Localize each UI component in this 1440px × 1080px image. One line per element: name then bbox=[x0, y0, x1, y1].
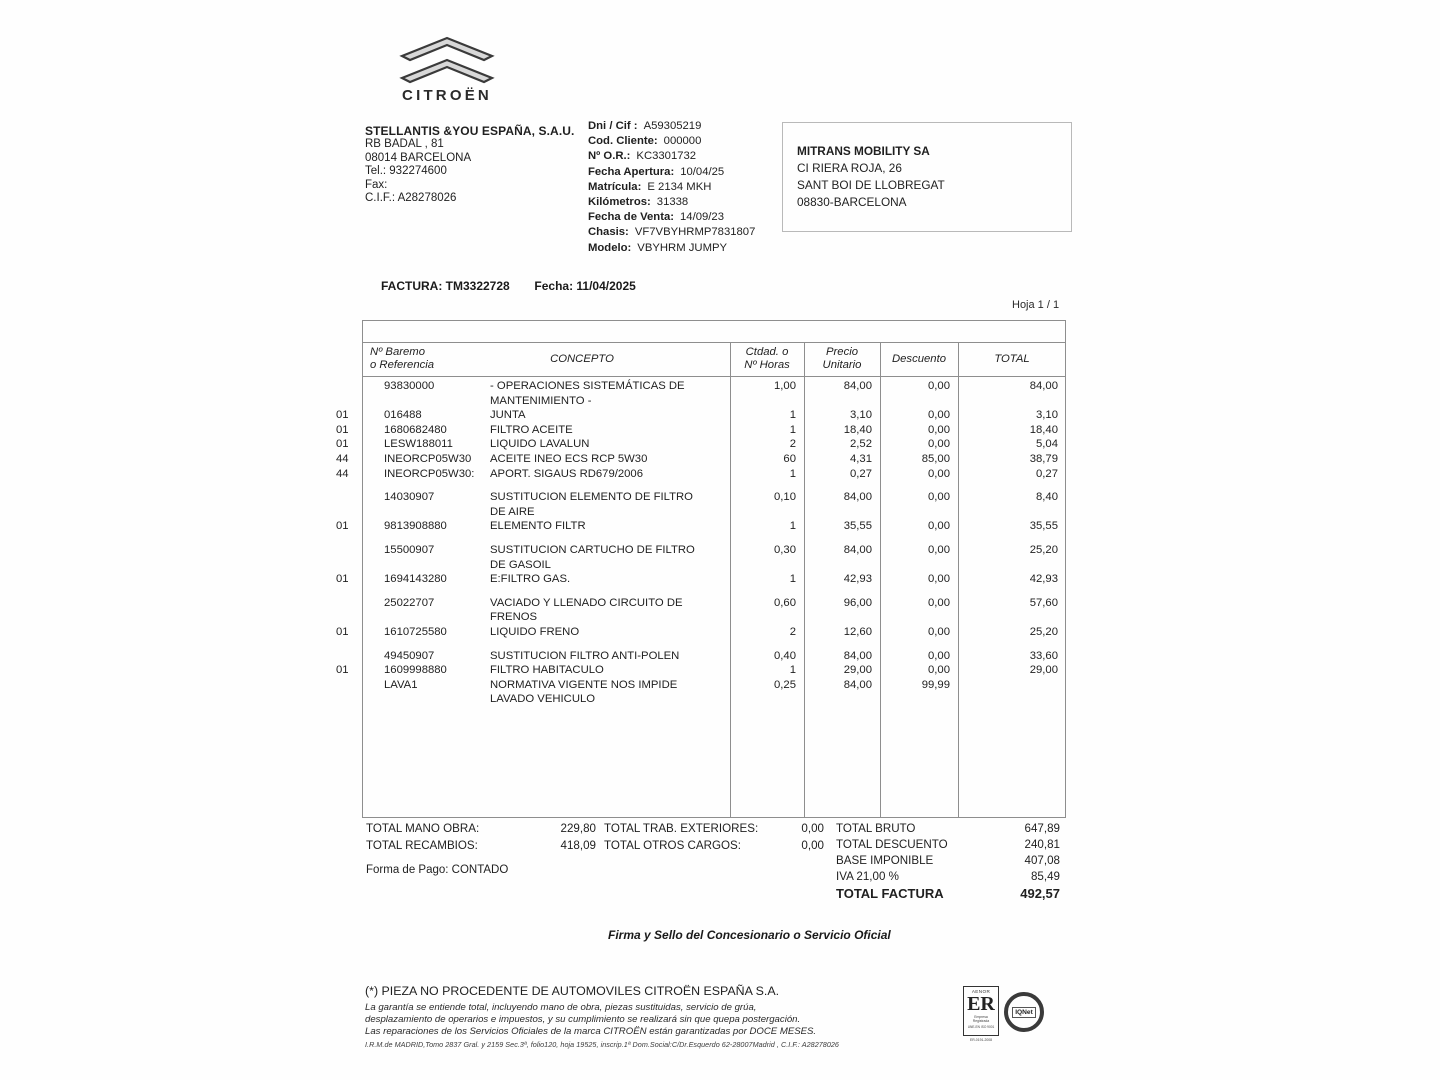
summary-label-1: TOTAL DESCUENTO bbox=[836, 838, 948, 851]
aenor-er-text: ER bbox=[967, 993, 995, 1015]
dealer-city: 08014 BARCELONA bbox=[365, 151, 472, 164]
table-row-spacer bbox=[362, 482, 1066, 491]
table-row bbox=[362, 650, 1066, 665]
cell-ref: 9813908880 bbox=[384, 520, 447, 533]
order-field-7 bbox=[588, 225, 755, 240]
cell-total: 35,55 bbox=[1029, 520, 1058, 533]
table-row bbox=[362, 491, 1066, 506]
table-row bbox=[362, 611, 1066, 626]
table-row bbox=[336, 573, 1066, 588]
table-rule-top bbox=[362, 342, 1066, 343]
cell-concepto: JUNTA bbox=[490, 409, 526, 422]
cell-ref: 1680682480 bbox=[384, 423, 447, 436]
cell-concepto: VACIADO Y LLENADO CIRCUITO DE bbox=[490, 596, 683, 609]
dealer-cif: C.I.F.: A28278026 bbox=[365, 192, 457, 205]
cell-disc: 0,00 bbox=[928, 649, 950, 662]
cell-qty: 0,25 bbox=[774, 678, 796, 691]
cell-price: 84,00 bbox=[843, 380, 872, 392]
cell-qty: 0,40 bbox=[774, 649, 796, 662]
customer-box bbox=[782, 122, 1072, 232]
table-row bbox=[336, 409, 1066, 424]
cell-disc: 0,00 bbox=[928, 423, 950, 436]
total-otros-cargos-label: TOTAL OTROS CARGOS: bbox=[604, 839, 741, 852]
cell-total: 57,60 bbox=[1029, 596, 1058, 609]
table-rule-header bbox=[362, 376, 1066, 377]
cell-price: 35,55 bbox=[843, 520, 872, 533]
order-field-value: 10/04/25 bbox=[680, 165, 725, 178]
cell-price: 84,00 bbox=[843, 491, 872, 504]
cell-ref: INEORCP05W30: bbox=[384, 467, 475, 480]
cell-qty: 1 bbox=[789, 467, 796, 480]
aenor-sub2: Registrada bbox=[972, 1019, 990, 1024]
cell-price: 84,00 bbox=[843, 678, 872, 691]
order-field-label: Fecha de Venta: bbox=[588, 211, 675, 224]
cell-total: 5,04 bbox=[1036, 438, 1058, 451]
cell-total: 33,60 bbox=[1029, 649, 1058, 662]
order-field-0 bbox=[588, 119, 755, 134]
table-row bbox=[336, 467, 1066, 483]
cell-disc: 0,00 bbox=[928, 467, 950, 480]
order-field-label: Dni / Cif : bbox=[588, 120, 638, 132]
order-field-8 bbox=[588, 241, 755, 256]
table-row bbox=[362, 395, 1066, 410]
citroen-logo bbox=[392, 34, 502, 104]
total-recambios-label: TOTAL RECAMBIOS: bbox=[366, 839, 478, 852]
cell-price: 4,31 bbox=[850, 452, 872, 465]
cell-prefix: 01 bbox=[336, 438, 349, 451]
cell-qty: 60 bbox=[783, 452, 796, 465]
order-field-6 bbox=[588, 210, 755, 225]
forma-de-pago: Forma de Pago: CONTADO bbox=[366, 864, 509, 876]
order-details bbox=[588, 119, 755, 256]
table-rule-bottom bbox=[362, 817, 1066, 818]
cell-disc: 0,00 bbox=[928, 409, 950, 422]
cell-total: 18,40 bbox=[1029, 423, 1058, 436]
table-row-spacer bbox=[362, 588, 1066, 597]
citroen-wordmark: CITROËN bbox=[402, 87, 492, 104]
cell-concepto: - OPERACIONES SISTEMÁTICAS DE bbox=[490, 380, 685, 392]
table-row bbox=[362, 693, 1066, 708]
order-field-2 bbox=[588, 149, 755, 164]
order-field-label: Chasis: bbox=[588, 226, 629, 239]
table-row bbox=[336, 452, 1066, 468]
order-field-label: Kilómetros: bbox=[588, 196, 651, 209]
order-field-label: Matrícula: bbox=[588, 180, 642, 193]
citroen-chevrons-icon bbox=[392, 34, 502, 86]
cell-price: 84,00 bbox=[843, 543, 872, 556]
cell-ref: 14030907 bbox=[384, 491, 435, 504]
table-row-spacer bbox=[362, 641, 1066, 650]
aenor-code: ER-0191-2008 bbox=[969, 1038, 993, 1042]
summary-label-3: IVA 21,00 % bbox=[836, 870, 899, 883]
cell-qty: 1 bbox=[789, 573, 796, 586]
order-field-3 bbox=[588, 165, 755, 180]
dealer-street: RB BADAL , 81 bbox=[365, 138, 444, 151]
footer-note: (*) PIEZA NO PROCEDENTE DE AUTOMOVILES CITROËN ESPAÑA S.A. bbox=[365, 984, 780, 998]
cell-total: 84,00 bbox=[1029, 380, 1058, 392]
column-header-referencia: Nº Baremo o Referencia bbox=[370, 346, 435, 371]
footer-legal bbox=[365, 1002, 816, 1039]
aenor-er-icon bbox=[963, 986, 999, 1036]
customer-address-line3: 08830-BARCELONA bbox=[797, 195, 907, 209]
summary-value-2: 407,08 bbox=[1024, 854, 1060, 867]
cell-concepto: SUSTITUCION ELEMENTO DE FILTRO bbox=[490, 491, 693, 504]
order-field-value: 31338 bbox=[656, 196, 689, 209]
cell-prefix: 01 bbox=[336, 664, 349, 677]
cell-disc: 0,00 bbox=[928, 380, 950, 392]
cell-concepto: FILTRO HABITACULO bbox=[490, 664, 604, 677]
order-field-value: VBYHRM JUMPY bbox=[637, 241, 728, 254]
cell-total: 42,93 bbox=[1029, 573, 1058, 586]
table-row bbox=[362, 559, 1066, 574]
cell-total: 0,27 bbox=[1036, 467, 1058, 480]
aenor-sub1: Empresa bbox=[974, 1015, 988, 1019]
cell-ref: INEORCP05W30 bbox=[384, 452, 472, 465]
cell-total: 38,79 bbox=[1029, 452, 1058, 465]
cell-disc: 99,99 bbox=[921, 678, 950, 691]
cell-prefix: 01 bbox=[336, 573, 349, 586]
cell-price: 84,00 bbox=[843, 649, 872, 662]
table-body bbox=[336, 380, 1066, 708]
table-row bbox=[336, 520, 1066, 535]
footer-legal-line2: desplazamiento de operarios e impuestos, y su cumplimiento se realizará sin que quepa postergación. bbox=[365, 1014, 801, 1026]
cell-concepto: FRENOS bbox=[490, 611, 538, 624]
cell-qty: 1 bbox=[789, 520, 796, 533]
table-row bbox=[336, 438, 1066, 453]
cell-qty: 1,00 bbox=[774, 380, 796, 392]
order-field-4 bbox=[588, 180, 755, 195]
customer-name: MITRANS MOBILITY SA bbox=[797, 144, 930, 158]
cell-total: 25,20 bbox=[1029, 625, 1058, 638]
table-row bbox=[336, 664, 1066, 679]
invoice-number: FACTURA: TM3322728 bbox=[381, 279, 510, 293]
cell-ref: 93830000 bbox=[384, 380, 435, 392]
cell-concepto: DE GASOIL bbox=[490, 558, 551, 571]
cell-qty: 2 bbox=[789, 438, 796, 451]
column-header-descuento: Descuento bbox=[891, 353, 946, 365]
order-field-label: Fecha Apertura: bbox=[588, 165, 675, 178]
cell-ref: 15500907 bbox=[384, 543, 435, 556]
cell-total: 25,20 bbox=[1029, 543, 1058, 556]
aenor-sub3: UNE-EN ISO 9001 bbox=[967, 1024, 995, 1029]
summary-value-1: 240,81 bbox=[1024, 838, 1060, 851]
table-row bbox=[336, 625, 1066, 641]
cell-price: 3,10 bbox=[850, 409, 872, 422]
total-recambios-value: 418,09 bbox=[560, 839, 596, 852]
summary-value-4: 492,57 bbox=[1020, 886, 1060, 901]
order-field-label: Nº O.R.: bbox=[588, 150, 631, 163]
order-field-value: KC3301732 bbox=[636, 150, 697, 163]
column-header-total: TOTAL bbox=[994, 353, 1030, 365]
footer-registry: I.R.M.de MADRID,Tomo 2837 Gral. y 2159 Sec.3ª, folio120, hoja 19525, inscrip.1ª Dom.Social:C/Dr.Esquerdo 62-28007Madrid , C.I.F.: A28278026 bbox=[365, 1040, 839, 1049]
summary-label-0: TOTAL BRUTO bbox=[836, 822, 916, 835]
cell-total: 29,00 bbox=[1029, 664, 1058, 677]
order-field-1 bbox=[588, 134, 755, 149]
dealer-fax: Fax: bbox=[365, 178, 388, 191]
table-row-spacer bbox=[362, 535, 1066, 544]
summary-value-0: 647,89 bbox=[1024, 822, 1060, 835]
cell-ref: 1609998880 bbox=[384, 664, 447, 677]
cell-disc: 0,00 bbox=[928, 543, 950, 556]
cell-prefix: 44 bbox=[336, 467, 349, 480]
page-indicator: Hoja 1 / 1 bbox=[1012, 299, 1060, 311]
cell-disc: 0,00 bbox=[928, 438, 950, 451]
cell-concepto: LAVADO VEHICULO bbox=[490, 693, 596, 706]
cell-prefix: 01 bbox=[336, 409, 349, 422]
order-field-value: E 2134 MKH bbox=[647, 180, 712, 193]
cell-concepto: ACEITE INEO ECS RCP 5W30 bbox=[490, 452, 648, 465]
cell-qty: 0,10 bbox=[774, 491, 796, 504]
cell-ref: 1610725580 bbox=[384, 625, 447, 638]
cell-price: 29,00 bbox=[843, 664, 872, 677]
invoice-date: Fecha: 11/04/2025 bbox=[534, 279, 636, 293]
total-trab-ext-label: TOTAL TRAB. EXTERIORES: bbox=[604, 822, 759, 835]
table-row bbox=[362, 380, 1066, 395]
cell-price: 18,40 bbox=[843, 423, 872, 436]
line-items-table bbox=[336, 320, 1066, 818]
cell-disc: 0,00 bbox=[928, 625, 950, 638]
table-row bbox=[362, 597, 1066, 612]
cell-concepto: MANTENIMIENTO - bbox=[490, 394, 592, 407]
cell-prefix: 01 bbox=[336, 423, 349, 436]
cell-disc: 0,00 bbox=[928, 520, 950, 533]
dealer-info bbox=[365, 125, 574, 205]
cell-prefix: 44 bbox=[336, 452, 349, 465]
cell-ref: 49450907 bbox=[384, 649, 435, 662]
order-field-value: 14/09/23 bbox=[680, 211, 724, 224]
footer-legal-line3: Las reparaciones de los Servicios Oficiales de la marca CITROËN están garantizadas por DOCE MESES. bbox=[365, 1026, 817, 1038]
cell-concepto: LIQUIDO FRENO bbox=[490, 625, 580, 638]
cell-price: 96,00 bbox=[843, 596, 872, 609]
total-mano-obra-value: 229,80 bbox=[560, 822, 596, 835]
cell-prefix: 01 bbox=[336, 625, 349, 638]
column-header-concepto: CONCEPTO bbox=[550, 353, 614, 365]
iqnet-icon bbox=[1004, 992, 1044, 1032]
cell-disc: 0,00 bbox=[928, 491, 950, 504]
customer-address-line2: SANT BOI DE LLOBREGAT bbox=[797, 178, 945, 192]
order-field-value: 000000 bbox=[663, 135, 702, 148]
order-field-value: VF7VBYHRMP7831807 bbox=[634, 226, 756, 239]
cell-price: 0,27 bbox=[850, 467, 872, 480]
cell-disc: 0,00 bbox=[928, 573, 950, 586]
invoice-header-line bbox=[381, 279, 636, 293]
cell-ref: LESW188011 bbox=[384, 438, 453, 451]
cell-price: 2,52 bbox=[850, 438, 872, 451]
dealer-name: STELLANTIS &YOU ESPAÑA, S.A.U. bbox=[365, 124, 575, 138]
cell-ref: 016488 bbox=[384, 409, 422, 422]
cell-concepto: SUSTITUCION FILTRO ANTI-POLEN bbox=[490, 649, 680, 662]
cell-concepto: SUSTITUCION CARTUCHO DE FILTRO bbox=[490, 543, 695, 556]
cell-price: 42,93 bbox=[843, 573, 872, 586]
cell-qty: 1 bbox=[789, 423, 796, 436]
cell-concepto: APORT. SIGAUS RD679/2006 bbox=[490, 467, 643, 480]
aenor-label: AENOR bbox=[971, 989, 991, 994]
cell-disc: 85,00 bbox=[921, 452, 950, 465]
cell-concepto: ELEMENTO FILTR bbox=[490, 520, 586, 533]
order-field-label: Cod. Cliente: bbox=[588, 135, 658, 148]
cell-concepto: DE AIRE bbox=[490, 505, 535, 518]
summary-value-3: 85,49 bbox=[1030, 870, 1060, 883]
cell-qty: 2 bbox=[789, 625, 796, 638]
cell-price: 12,60 bbox=[843, 625, 872, 638]
order-field-value: A59305219 bbox=[643, 120, 702, 132]
cell-ref: 1694143280 bbox=[384, 573, 447, 586]
total-otros-cargos-value: 0,00 bbox=[801, 839, 824, 852]
column-header-cantidad: Ctdad. o Nº Horas bbox=[744, 346, 790, 371]
column-header-precio: Precio Unitario bbox=[822, 346, 862, 371]
iqnet-label: IQNet bbox=[1012, 1007, 1036, 1018]
cell-ref: LAVA1 bbox=[384, 678, 418, 691]
cell-qty: 1 bbox=[789, 409, 796, 422]
table-row bbox=[362, 679, 1066, 694]
cell-total: 3,10 bbox=[1036, 409, 1058, 422]
order-field-5 bbox=[588, 195, 755, 210]
signature-label: Firma y Sello del Concesionario o Servicio Oficial bbox=[608, 928, 891, 942]
customer-address-line1: CI RIERA ROJA, 26 bbox=[797, 161, 902, 175]
total-trab-ext-value: 0,00 bbox=[801, 822, 824, 835]
cell-concepto: LIQUIDO LAVALUN bbox=[490, 438, 590, 451]
cell-qty: 1 bbox=[789, 664, 796, 677]
table-row bbox=[336, 423, 1066, 439]
cell-concepto: FILTRO ACEITE bbox=[490, 423, 573, 436]
dealer-tel: Tel.: 932274600 bbox=[365, 165, 447, 178]
footer-legal-line1: La garantía se entiende total, incluyendo mano de obra, piezas sustituidas, servicio de grúa, bbox=[365, 1002, 757, 1013]
cell-total: 8,40 bbox=[1036, 491, 1058, 504]
cell-qty: 0,30 bbox=[774, 543, 796, 556]
cell-concepto: E:FILTRO GAS. bbox=[490, 573, 571, 586]
order-field-label: Modelo: bbox=[588, 241, 632, 254]
cell-concepto: NORMATIVA VIGENTE NOS IMPIDE bbox=[490, 678, 678, 691]
cell-disc: 0,00 bbox=[928, 596, 950, 609]
table-row bbox=[362, 506, 1066, 521]
summary-label-4: TOTAL FACTURA bbox=[836, 886, 944, 901]
cell-qty: 0,60 bbox=[774, 596, 796, 609]
summary-label-2: BASE IMPONIBLE bbox=[836, 854, 934, 867]
cell-prefix: 01 bbox=[336, 520, 349, 533]
cell-ref: 25022707 bbox=[384, 596, 435, 609]
cell-disc: 0,00 bbox=[928, 664, 950, 677]
table-row bbox=[362, 544, 1066, 559]
total-mano-obra-label: TOTAL MANO OBRA: bbox=[366, 822, 480, 835]
